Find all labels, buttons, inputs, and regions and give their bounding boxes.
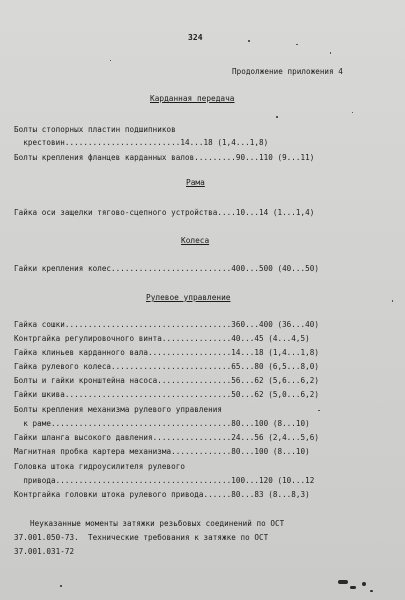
table-row: Болты крепления фланцев карданных валов.........90...110 (9...11) [14,153,315,162]
footnote-line: 37.001.031-72 [14,547,75,556]
footnote-line: Неуказанные моменты затяжки резьбовых соединений по ОСТ [30,519,285,528]
table-row: Головка штока гидроусилителя рулевого [14,462,186,471]
table-row: Гайка клиньев карданного вала..................14...18 (1,4...1,8) [14,348,320,357]
table-row: Гайка сошки....................................360...400 (36...40) [14,320,320,329]
table-row: к раме.......................................80...100 (8...10) [14,419,310,428]
section-heading-steering: Рулевое управление [146,293,231,302]
table-row: Гайка оси защелки тягово-сцепного устройства....10...14 (1...1,4) [14,208,315,217]
table-row: Гайки шланга высокого давления.................24...56 (2,4...5,6) [14,433,320,442]
table-row: Болты крепления механизма рулевого управления [14,405,222,414]
section-heading-frame: Рама [186,178,205,187]
table-row: Гайки шкива....................................50...62 (5,0...6,2) [14,390,320,399]
table-row: Магнитная пробка картера механизма.............80...100 (8...10) [14,447,310,456]
continuation-label: Продолжение приложения 4 [232,67,343,76]
table-row: Болты стопорных пластин подшипников [14,125,176,134]
table-row: привода......................................100...120 (10...12 [14,476,315,485]
footnote-line: 37.001.050-73. Технические требования к затяжке по ОСТ [14,533,269,542]
table-row: крестовин.........................14...18 (1,4...1,8) [14,138,269,147]
section-heading-wheels: Колеса [181,236,210,245]
page-number: 324 [188,33,203,42]
table-row: Гайки крепления колес..........................400...500 (40...50) [14,264,320,273]
section-heading-cardan: Карданная передача [150,94,235,103]
table-row: Болты и гайки кронштейна насоса................56...62 (5,6...6,2) [14,376,320,385]
table-row: Гайка рулевого колеса..........................65...80 (6,5...8,0) [14,362,320,371]
table-row: Контргайка головки штока рулевого привода......80...83 (8...8,3) [14,490,310,499]
table-row: Контргайка регулировочного винта...............40...45 (4...4,5) [14,334,310,343]
